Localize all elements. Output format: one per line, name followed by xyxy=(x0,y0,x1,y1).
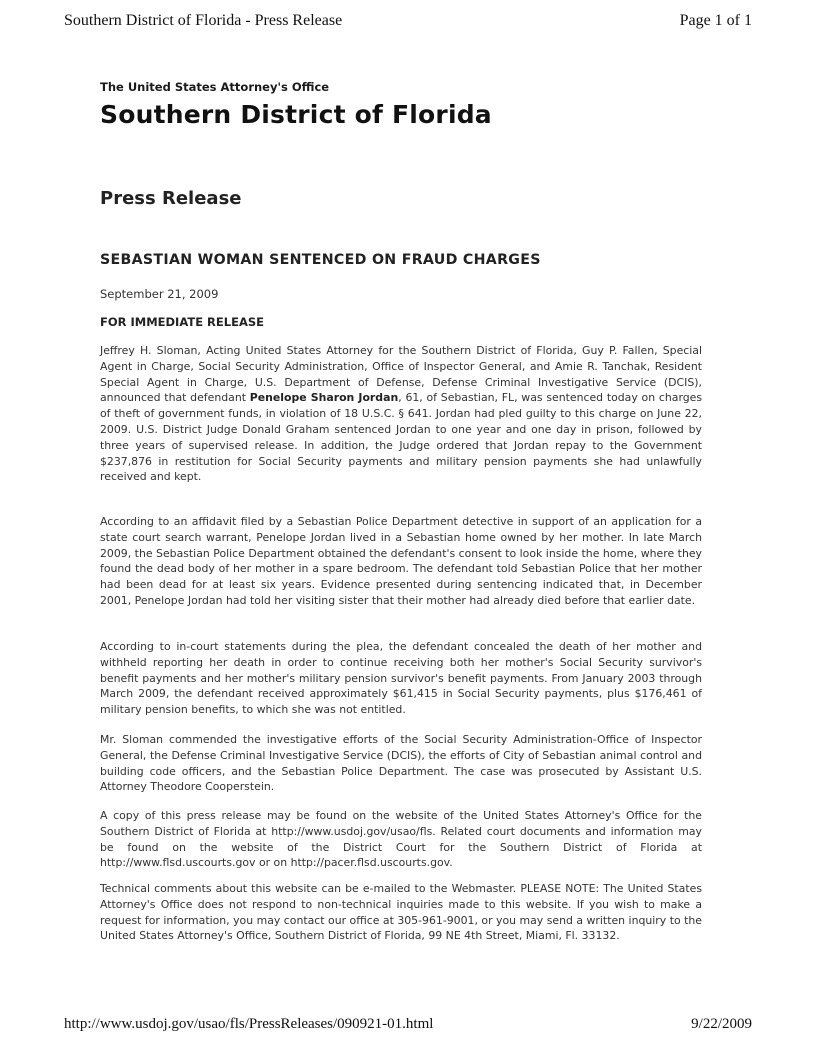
paragraph-copy-info: A copy of this press release may be found on the website of the United States Attorney's Office for the Southern District of Florida at http://www.usdoj.gov/usao/fls. Related court documents and information may be found on the website of the District Court for the Southern District of Florida at http://www.flsd.uscourts.gov or on http://pacer.flsd.uscourts.gov. xyxy=(100,809,702,870)
print-header-title: Southern District of Florida - Press Release xyxy=(64,12,343,29)
print-header xyxy=(64,12,752,30)
page-title: Southern District of Florida xyxy=(100,100,492,129)
release-note: FOR IMMEDIATE RELEASE xyxy=(100,315,264,329)
print-footer xyxy=(64,1016,752,1033)
section-heading: Press Release xyxy=(100,188,242,209)
print-footer-url: http://www.usdoj.gov/usao/fls/PressReleases/090921-01.html xyxy=(64,1016,434,1032)
office-label: The United States Attorney's Office xyxy=(100,80,330,94)
defendant-name: Penelope Sharon Jordan xyxy=(249,391,399,405)
paragraph-announcement: Jeffrey H. Sloman, Acting United States Attorney for the Southern District of Florida, Guy P. Fallen, Special Agent in Charge, Social Security Administration, Office of Inspector General, and Amie R. Tanchak, Resident Special Agent in Charge, U.S. Department of Defense, Defense Criminal Investigative Service (DCIS), announced that defendant Penelope Sharon Jordan, 61, of Sebastian, FL, was sentenced today on charges of theft of government funds, in violation of 18 U.S.C. § 641. Jordan had pled guilty to this charge on June 22, 2009. U.S. District Judge Donald Graham sentenced Jordan to one year and one day in prison, followed by three years of supervised release. In addition, the Judge ordered that Jordan repay to the Government $237,876 in restitution for Social Security payments and military pension payments she had unlawfully received and kept. xyxy=(100,344,703,484)
webmaster-link[interactable]: Webmaster xyxy=(451,882,513,895)
print-header-page: Page 1 of 1 xyxy=(679,12,752,29)
paragraph-affidavit: According to an affidavit filed by a Sebastian Police Department detective in support of an application for a state court search warrant, Penelope Jordan lived in a Sebastian home owned by her mother. In late March 2009, the Sebastian Police Department obtained the defendant's consent to look inside the home, where they found the dead body of her mother in a spare bedroom. The defendant told Sebastian Police that her mother had been dead for at least six years. Evidence presented during sentencing indicated that, in December 2001, Penelope Jordan had told her visiting sister that their mother had already died before that earlier date. xyxy=(100,515,702,607)
paragraph-technical-comments: Technical comments about this website can be e-mailed to the Webmaster. PLEASE NOTE: The United States Attorney's Office does not respond to non-technical inquiries made to this website. If you wish to make a request for information, you may contact our office at 305-961-9001, or you may send a written inquiry to the United States Attorney's Office, Southern District of Florida, 99 NE 4th Street, Miami, Fl. 33132. xyxy=(100,882,702,943)
paragraph-plea: According to in-court statements during the plea, the defendant concealed the death of her mother and withheld reporting her death in order to continue receiving both her mother's Social Security survivor's benefit payments and her mother's military pension survivor's benefit payments. From January 2003 through March 2009, the defendant received approximately $61,415 in Social Security payments, plus $176,461 of military pension benefits, to which she was not entitled. xyxy=(100,640,702,717)
release-date: September 21, 2009 xyxy=(100,287,219,301)
release-headline: SEBASTIAN WOMAN SENTENCED ON FRAUD CHARGES xyxy=(100,252,541,268)
paragraph-commendation: Mr. Sloman commended the investigative efforts of the Social Security Administration-Office of Inspector General, the Defense Criminal Investigative Service (DCIS), the efforts of City of Sebastian animal control and building code officers, and the Sebastian Police Department. The case was prosecuted by Assistant U.S. Attorney Theodore Cooperstein. xyxy=(100,733,702,794)
print-footer-date: 9/22/2009 xyxy=(691,1016,752,1032)
